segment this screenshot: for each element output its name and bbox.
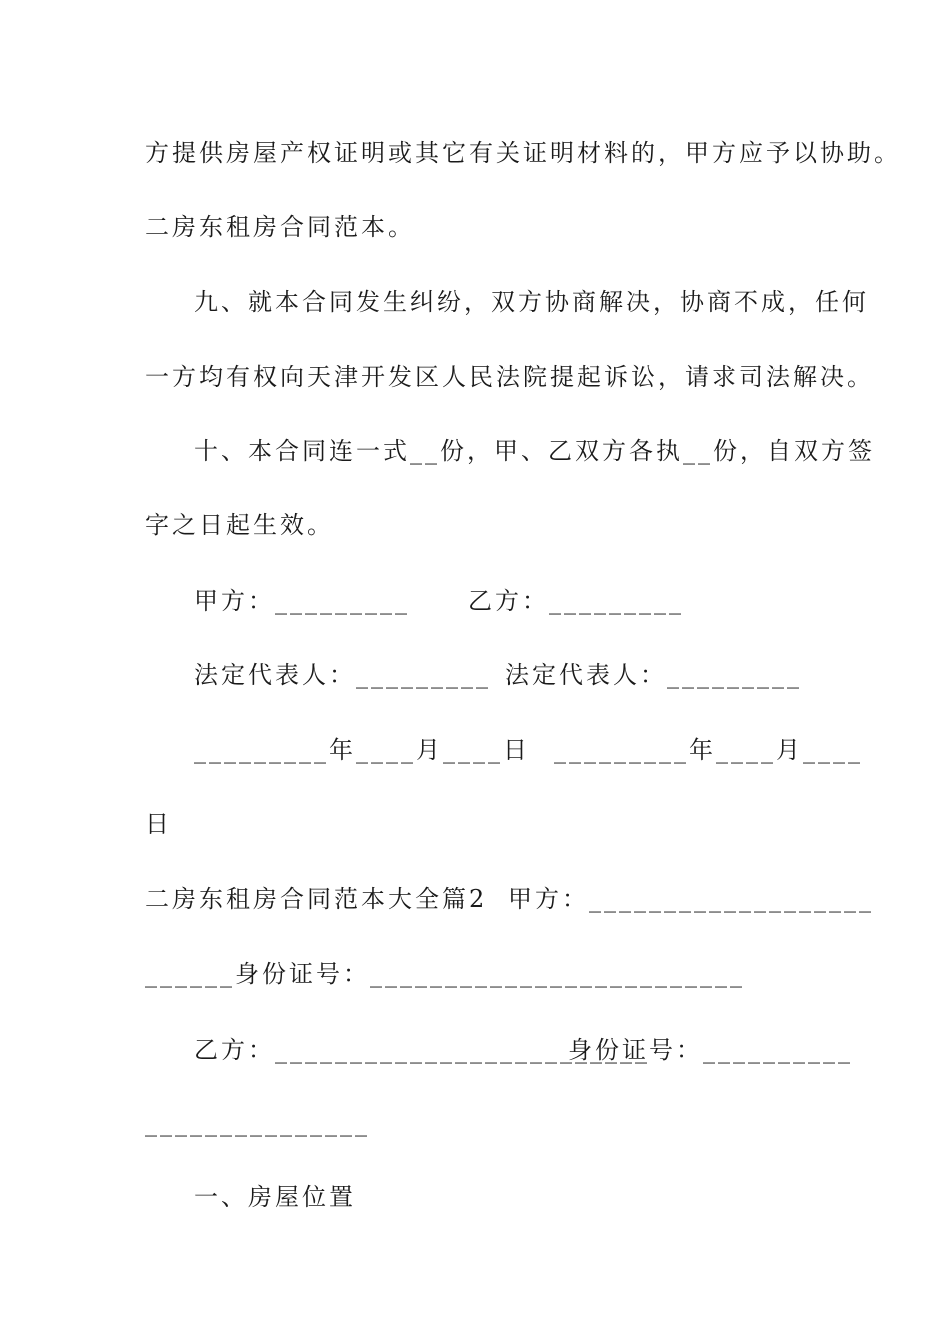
section-heading: 二房东租房合同范本大全篇2 — [145, 885, 488, 913]
legal-rep-b: 法定代表人：_________ — [505, 661, 802, 689]
party-a-field: 甲方：___________________ — [508, 885, 874, 913]
paragraph-line: 字之日起生效。 — [145, 511, 334, 539]
legal-rep-a: 法定代表人：_________ — [194, 661, 491, 689]
party-a-signature: 甲方：_________ — [194, 587, 410, 615]
party-b-signature: 乙方：_________ — [468, 587, 684, 615]
paragraph-line: 一方均有权向天津开发区人民法院提起诉讼，请求司法解决。 — [145, 363, 874, 391]
paragraph-line: 二房东租房合同范本。 — [145, 213, 415, 241]
clause-ten: 十、本合同连一式__份，甲、乙双方各执__份，自双方签 — [194, 437, 875, 465]
date-b-tail: 日 — [145, 810, 172, 838]
date-b: _________年____月____ — [554, 736, 863, 764]
section-one-title: 一、房屋位置 — [194, 1183, 356, 1211]
blank-underline: _______________ — [145, 1109, 370, 1137]
clause-nine: 九、就本合同发生纠纷，双方协商解决，协商不成，任何 — [194, 288, 869, 316]
date-a: _________年____月____日 — [194, 736, 530, 764]
party-b-field: 乙方：_________________________ — [194, 1036, 650, 1064]
id-number-field-a: ______身份证号：_________________________ — [145, 960, 745, 988]
paragraph-line: 方提供房屋产权证明或其它有关证明材料的，甲方应予以协助。 — [145, 139, 901, 167]
id-number-field-b: 身份证号：__________ — [568, 1036, 853, 1064]
